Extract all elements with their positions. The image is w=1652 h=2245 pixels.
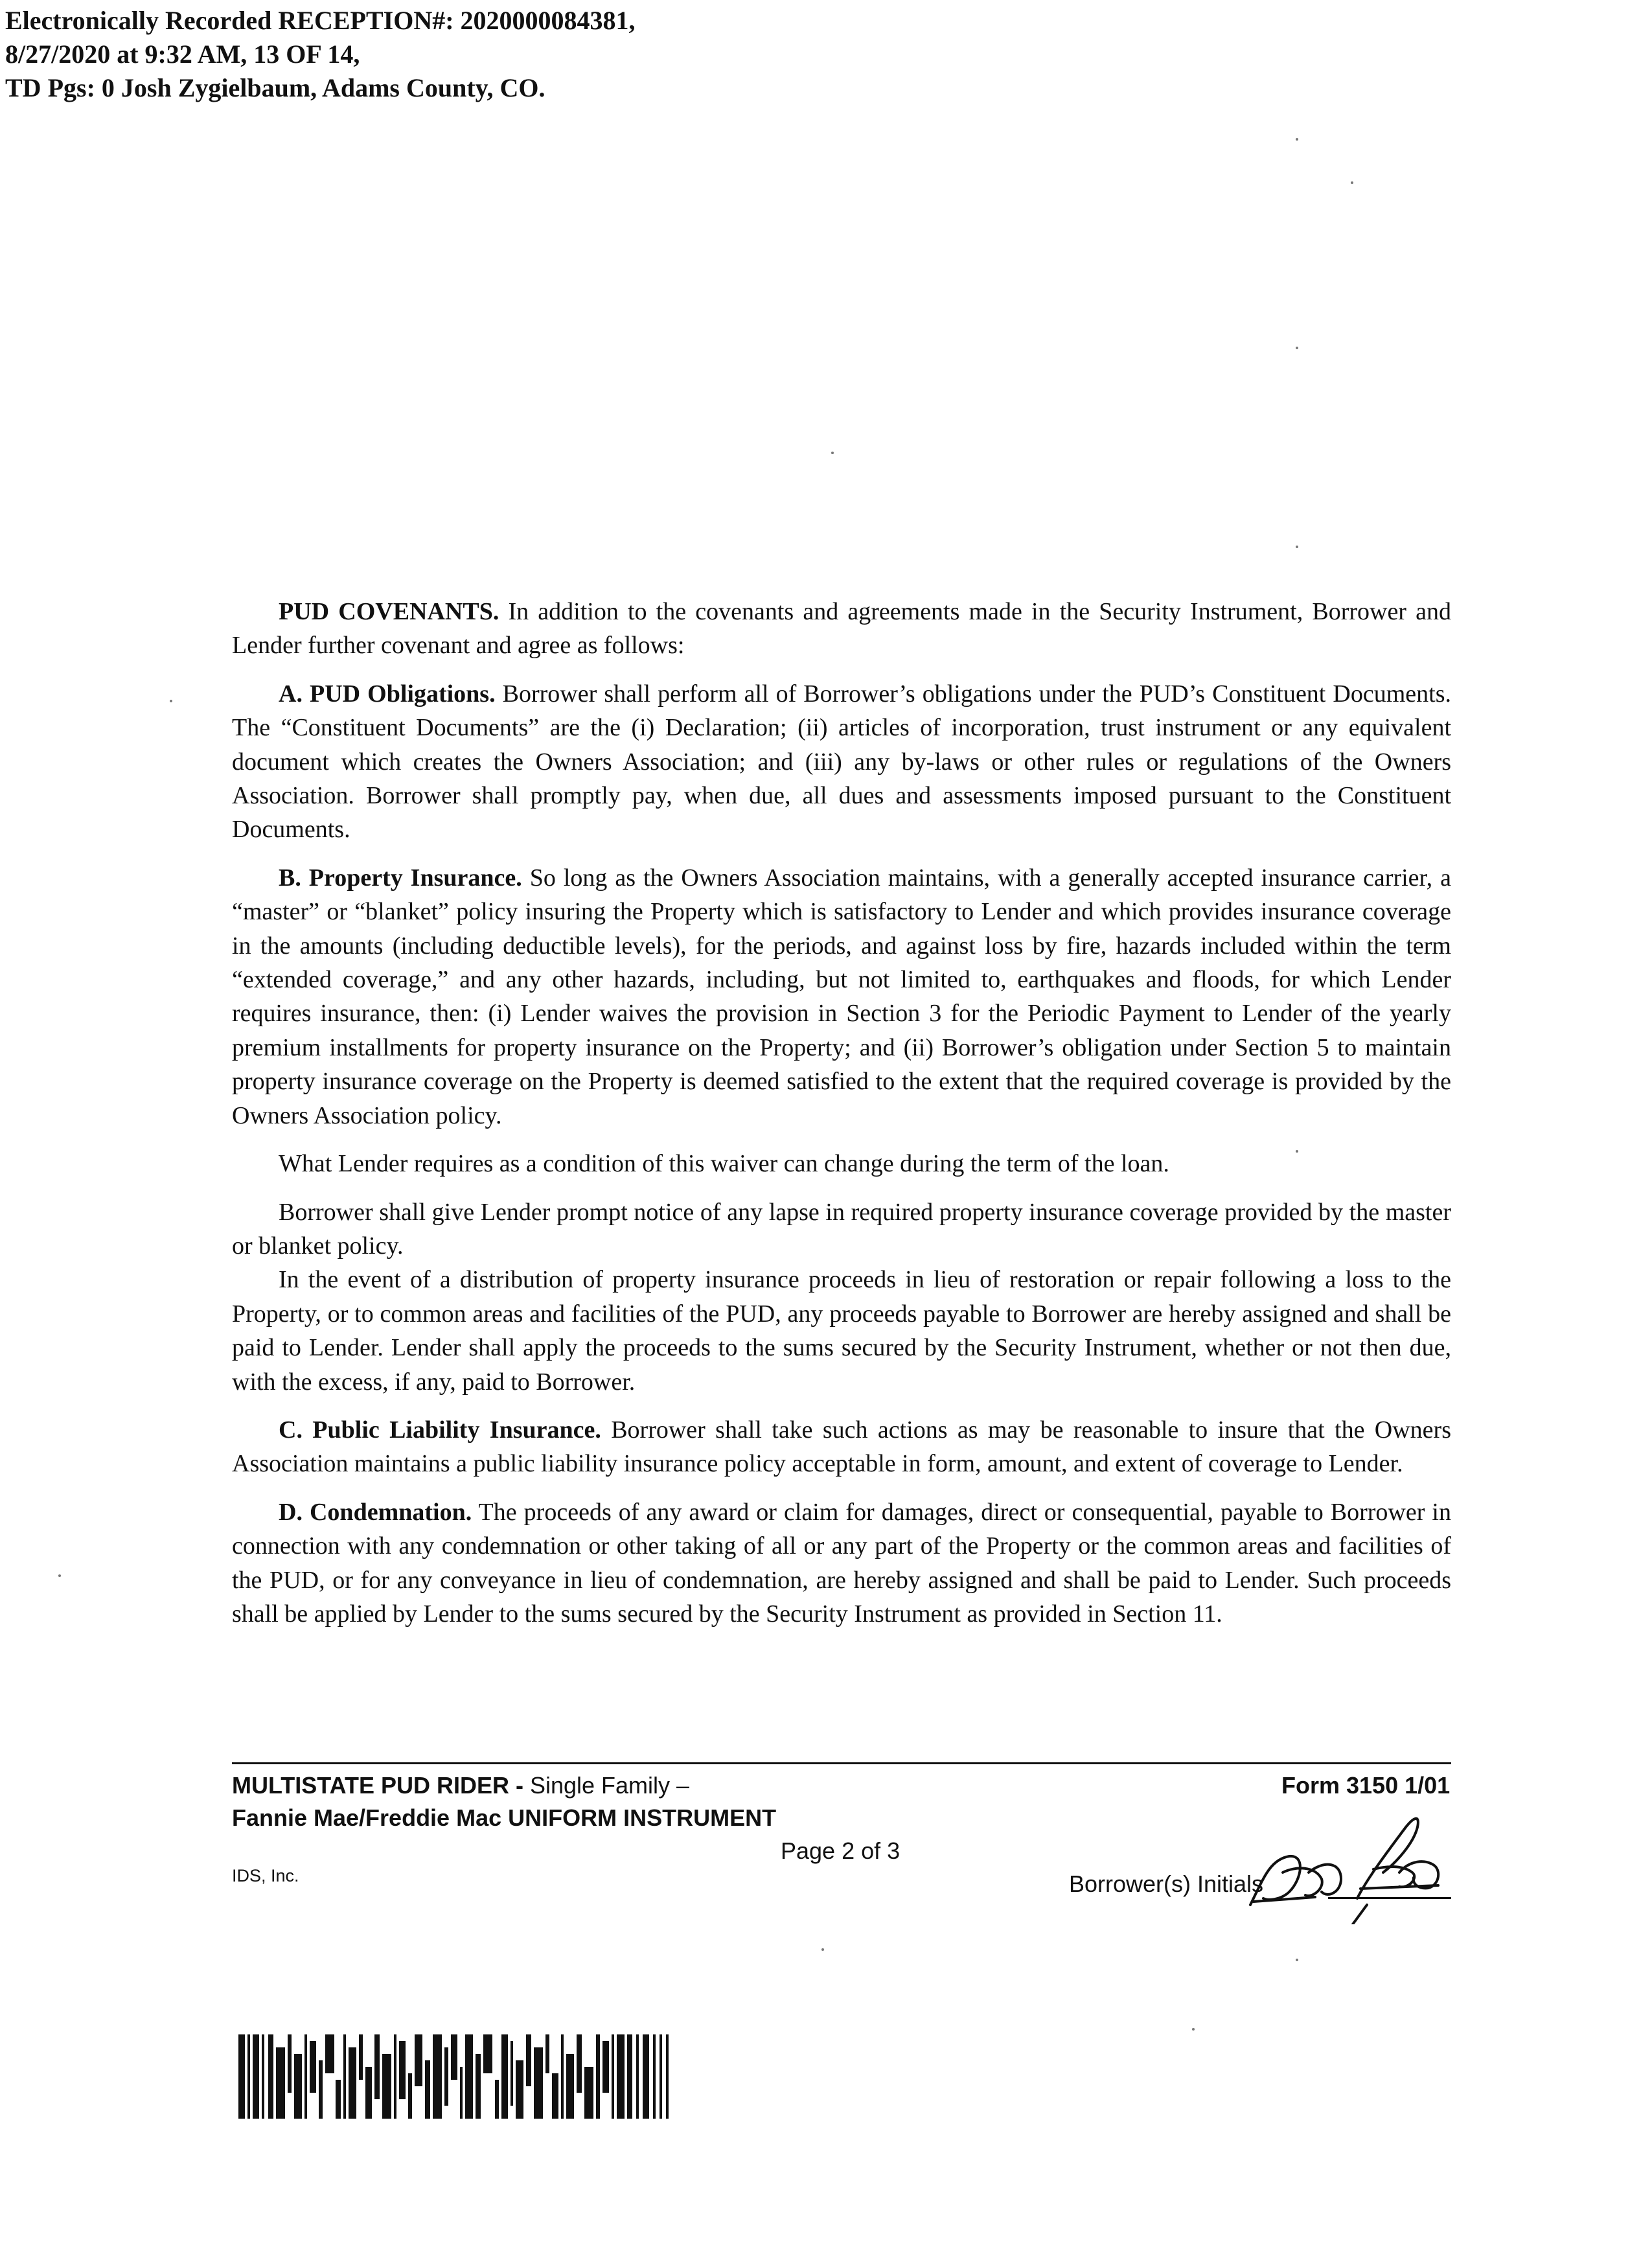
scan-speck — [1296, 138, 1298, 141]
section-a-heading: A. PUD Obligations. — [279, 680, 496, 708]
scan-speck — [1296, 546, 1298, 548]
initials-1 — [1250, 1856, 1341, 1905]
section-d-heading: D. Condemnation. — [279, 1498, 472, 1526]
intro-paragraph — [232, 595, 1451, 663]
vendor-label: IDS, Inc. — [232, 1866, 299, 1885]
scan-speck — [170, 700, 172, 702]
borrower-initials-label: Borrower(s) Initials — [1069, 1871, 1264, 1897]
pud-covenants-body — [232, 595, 1451, 1631]
section-c-heading: C. Public Liability Insurance. — [279, 1416, 601, 1444]
scan-speck — [831, 452, 834, 454]
section-c-text: Borrower shall take such actions as may be reasonable to insure that the Owners Association maintains a public liability insurance policy acceptable in form, amount, and extent of coverage to Lender. — [232, 1416, 1451, 1478]
section-d-text: The proceeds of any award or claim for damages, direct or consequential, payable to Borrower in connection with any condemnation or other taking of all or any part of the Property or the common areas and facilities of the PUD, or for any conveyance in lieu of condemnation, are hereby assigned and shall be paid to Lender. Such proceeds shall be applied by Lender to the sums secured by the Security Instrument as provided in Section 11. — [232, 1498, 1451, 1628]
recording-line-3: TD Pgs: 0 Josh Zygielbaum, Adams County, CO. — [5, 73, 545, 102]
section-c-paragraph — [232, 1413, 1451, 1481]
recording-header — [5, 4, 847, 105]
rider-title: MULTISTATE PUD RIDER - — [232, 1772, 523, 1799]
form-number: Form 3150 1/01 — [1281, 1772, 1451, 1799]
section-b-paragraph-4: In the event of a distribution of property insurance proceeds in lieu of restoration or repair following a loss to the Property, or to common areas and facilities of the PUD, any proceeds payable to Borrower are hereby assigned and shall be paid to Lender. Lender shall apply the proceeds to the sums secured by the Security Instrument, whether or not then due, with the excess, if any, paid to Borrower. — [232, 1266, 1451, 1396]
scan-speck — [58, 1574, 61, 1577]
section-b-heading: B. Property Insurance. — [279, 864, 522, 892]
section-d-paragraph — [232, 1495, 1451, 1631]
instrument-line — [232, 1803, 776, 1833]
scan-speck — [1296, 1959, 1298, 1961]
section-b-text: So long as the Owners Association maintains, with a generally accepted insurance carrier, a “master” or “blanket” policy insuring the Property which is satisfactory to Lender and which provides insurance coverage in the amounts (including deductible levels), for the periods, and against loss by fire, hazards included within the term “extended coverage,” and any other hazards, including, but not limited to, earthquakes and floods, for which Lender requires insurance, then: (i) Lender waives the provision in Section 3 for the Periodic Payment to Lender of the yearly premium installments for property insurance on the Property; and (ii) Borrower’s obligation under Section 5 to maintain property insurance coverage on the Property is deemed satisfied to the extent that the required coverage is provided by the Owners Association policy. — [232, 864, 1451, 1129]
page-number: Page 2 of 3 — [781, 1837, 901, 1864]
section-b-paragraph-3: Borrower shall give Lender prompt notice of any lapse in required property insurance coverage provided by the master or blanket policy. — [232, 1198, 1451, 1260]
instrument-title: Fannie Mae/Freddie Mac UNIFORM INSTRUMENT — [232, 1804, 777, 1831]
scan-speck — [1192, 2028, 1195, 2031]
rider-title-line — [232, 1771, 689, 1801]
section-b-paragraph-2: What Lender requires as a condition of this waiver can change during the term of the loan. — [279, 1150, 1169, 1178]
scan-speck — [1296, 347, 1298, 349]
section-a-text: Borrower shall perform all of Borrower’s obligations under the PUD’s Constituent Documents. The “Constituent Documents” are the (i) Declaration; (ii) articles of incorporation, trust instrument or any equivalent document which creates the Owners Association; and (iii) any by-laws or other rules or regulations of the Owners Association. Borrower shall promptly pay, when due, all dues and assessments imposed pursuant to the Constituent Documents. — [232, 680, 1451, 844]
scan-speck — [1351, 181, 1353, 184]
barcode — [238, 2034, 679, 2119]
recording-line-1: Electronically Recorded RECEPTION#: 2020000084381, — [5, 6, 636, 35]
rider-subtitle: Single Family – — [523, 1772, 690, 1799]
section-a-paragraph — [232, 677, 1451, 847]
scan-speck — [821, 1948, 824, 1951]
initials-2 — [1353, 1819, 1438, 1924]
intro-text: In addition to the covenants and agreements made in the Security Instrument, Borrower and Lender further covenant and agree as follows: — [232, 598, 1451, 660]
footer-rule — [232, 1762, 1451, 1764]
section-b-paragraph — [232, 861, 1451, 1133]
intro-heading: PUD COVENANTS. — [279, 598, 499, 625]
borrower-initials-signature — [1244, 1801, 1458, 1924]
recording-line-2: 8/27/2020 at 9:32 AM, 13 OF 14, — [5, 40, 360, 69]
